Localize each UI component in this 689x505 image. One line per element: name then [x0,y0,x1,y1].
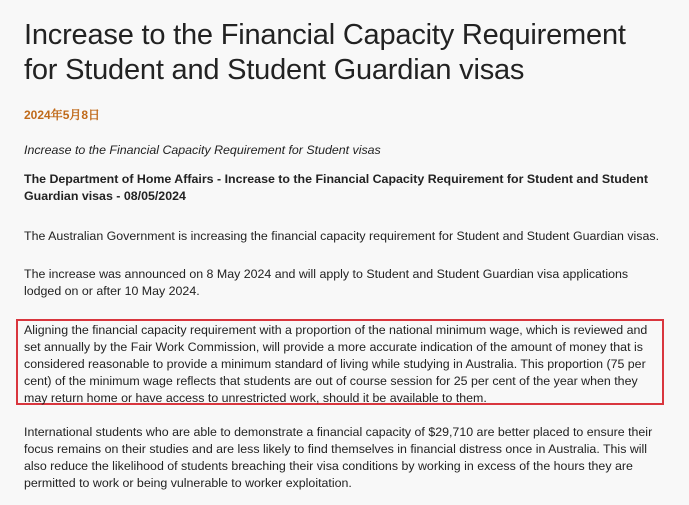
highlighted-paragraph: Aligning the financial capacity requirement with a proportion of the national minimum wage, which is reviewed and set annually by the Fair Work Commission, will provide a more accurate indication of the amount of money that is considered reasonable to provide a minimum standard of living while studying in Australia. This proportion (75 per cent) of the minimum wage reflects that students are out of course session for 25 per cent of the year when they may return home or have access to unrestricted work, should it be available to them. [24,323,648,405]
paragraph-2: The increase was announced on 8 May 2024 and will apply to Student and Student Guardian visa applications lodged on or after 10 May 2024. [24,267,629,298]
source-line: The Department of Home Affairs - Increase to the Financial Capacity Requirement for Student and Student Guardian visas - 08/05/2024 [24,172,648,203]
article-subtitle: Increase to the Financial Capacity Requirement for Student visas [24,143,381,157]
page-title: Increase to the Financial Capacity Requirement for Student and Student Guardian visas [24,19,626,86]
paragraph-1: The Australian Government is increasing the financial capacity requirement for Student and Student Guardian visas. [24,229,660,243]
publish-date: 2024年5月8日 [24,108,101,122]
paragraph-4: International students who are able to demonstrate a financial capacity of $29,710 are better placed to ensure their focus remains on their studies and are less likely to find themselves in financial distress once in Australia. This will also reduce the likelihood of students breaching their visa conditions by working in excess of the hours they are permitted to work or being vulnerable to worker exploitation. [24,425,653,490]
